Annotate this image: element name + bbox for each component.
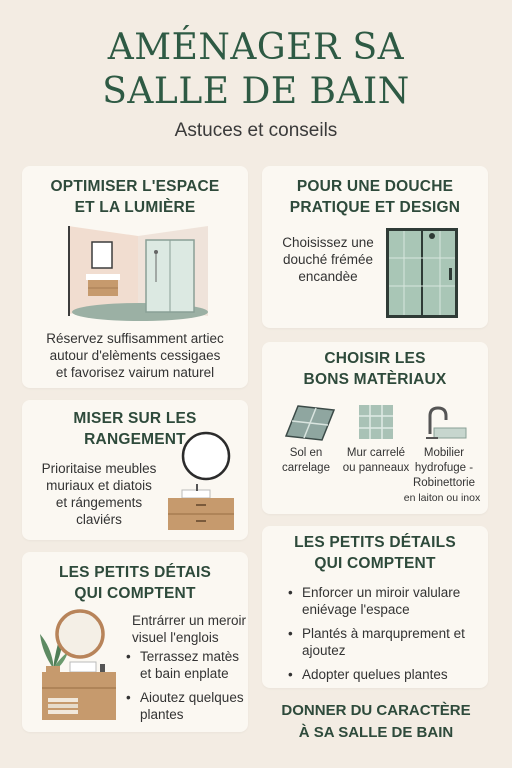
card-shower-title-2: PRATIQUE ET DESIGN xyxy=(289,199,461,216)
shower-door-icon xyxy=(386,228,458,318)
material-1-label-2: carrelage xyxy=(282,462,330,474)
card-space-light-title-1: OPTIMISER L'ESPACE xyxy=(50,178,220,195)
card-space-light xyxy=(22,166,248,388)
card-shower-text-2: douché frémée xyxy=(282,252,374,267)
list-item: • Aioutez quelques plantes xyxy=(126,689,244,723)
page-title-line1: AMÉNAGER SA xyxy=(107,27,405,68)
card-storage-title-2: RANGEMENT xyxy=(84,431,186,448)
card-details-right-bullets xyxy=(288,584,478,690)
card-shower-text-1: Choisissez une xyxy=(282,235,374,250)
card-shower xyxy=(262,166,488,328)
card-space-light-text-2: autour d'elèments cessigaes xyxy=(49,348,221,363)
card-details-left-intro-2: visuel l'englois xyxy=(132,630,219,645)
card-details-left-title-1: LES PETITS DÉTAIS xyxy=(58,564,212,581)
faucet-icon xyxy=(424,404,468,440)
card-space-light-text-1: Réservez suffisamment artiec xyxy=(46,331,224,346)
card-details-right xyxy=(262,526,488,688)
card-storage xyxy=(22,400,248,540)
footer-title-1: DONNER DU CARACTÈRE xyxy=(281,702,471,719)
card-details-left-title-2: QUI COMPTENT xyxy=(74,585,196,602)
material-2-label-1: Mur carrelé xyxy=(346,447,406,459)
card-space-light-text-3: et favorisez vairum naturel xyxy=(55,365,215,380)
list-item: • Adopter quelues plantes xyxy=(288,666,478,683)
card-storage-text-2: muriaux et diatois xyxy=(46,478,152,493)
card-details-right-title-1: LES PETITS DÉTAILS xyxy=(294,534,456,551)
wall-tile-icon xyxy=(358,404,394,440)
card-details-left-bullets xyxy=(126,648,244,730)
vanity-cabinet-icon xyxy=(166,482,236,532)
material-3-label-3: Robinettorie xyxy=(412,477,475,489)
card-storage-text-1: Prioritaise meubles xyxy=(41,461,157,476)
material-3-label-2: hydrofuge - xyxy=(414,462,474,474)
material-3-label-1: Mobilier xyxy=(423,447,465,459)
card-materials xyxy=(262,342,488,514)
card-storage-title-1: MISER SUR LES xyxy=(73,410,197,427)
material-2-label-2: ou panneaux xyxy=(342,462,410,474)
footer-title-2: À SA SALLE DE BAIN xyxy=(298,724,454,741)
floor-tile-icon xyxy=(284,404,336,442)
bathroom-scene-icon xyxy=(66,224,212,322)
card-storage-text-4: claviérs xyxy=(76,512,122,527)
card-details-right-title-2: QUI COMPTENT xyxy=(314,555,436,572)
card-details-left-intro-1: Entrárrer un meroir xyxy=(132,613,247,628)
card-storage-text-3: et rángements xyxy=(55,495,143,510)
round-mirror-icon xyxy=(54,606,106,664)
round-mirror-icon xyxy=(180,430,232,482)
material-3-label-4: en laiton ou inox xyxy=(403,492,481,504)
list-item: • Terrassez matès et bain enplate xyxy=(126,648,244,682)
list-item: • Enforcer un miroir valulare eniévage l'espace xyxy=(288,584,478,618)
card-details-left xyxy=(22,552,248,732)
card-materials-title-2: BONS MATÈRIAUX xyxy=(303,371,447,388)
page-subtitle: Astuces et conseils xyxy=(174,120,338,141)
card-materials-title-1: CHOISIR LES xyxy=(324,350,426,367)
card-space-light-title-2: ET LA LUMIÈRE xyxy=(74,199,196,216)
card-shower-text-3: encandèe xyxy=(298,269,358,284)
list-item: • Plantés à marquprement et ajoutez xyxy=(288,625,478,659)
card-shower-title-1: POUR UNE DOUCHE xyxy=(296,178,454,195)
vanity-cabinet-icon xyxy=(40,660,120,722)
material-1-label-1: Sol en xyxy=(289,447,323,459)
page-title-line2: SALLE DE BAIN xyxy=(102,71,410,112)
